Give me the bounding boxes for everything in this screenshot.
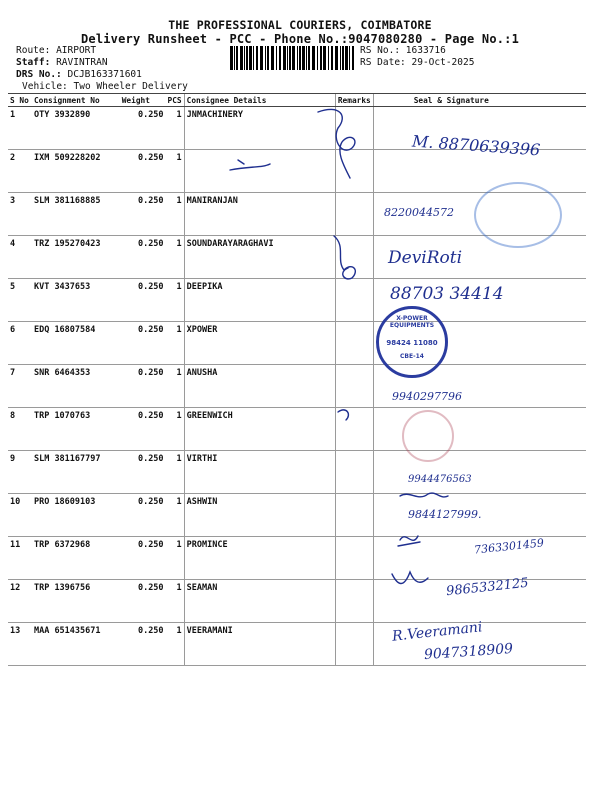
row2-signature-stroke (230, 160, 270, 170)
cell-consignee: DEEPIKA (184, 279, 335, 322)
cell-consignment-no: PRO 18609103 (32, 494, 120, 537)
cell-sno: 5 (8, 279, 32, 322)
cell-pcs: 1 (166, 193, 185, 236)
cell-sno: 1 (8, 107, 32, 150)
cell-pcs: 1 (166, 365, 185, 408)
cell-weight: 0.250 (120, 580, 166, 623)
route-label: Route: (16, 45, 51, 56)
rs-date-label: RS Date: (360, 57, 406, 68)
cell-pcs: 1 (166, 150, 185, 193)
cell-consignment-no: SLM 381167797 (32, 451, 120, 494)
document-title: THE PROFESSIONAL COURIERS, COIMBATORE (168, 18, 432, 32)
cell-weight: 0.250 (120, 365, 166, 408)
cell-consignment-no: MAA 651435671 (32, 623, 120, 666)
row12-handwriting: 9865332125 (445, 575, 530, 600)
cell-consignee: GREENWICH (184, 408, 335, 451)
cell-weight: 0.250 (120, 236, 166, 279)
cell-pcs: 1 (166, 623, 185, 666)
cell-sno: 8 (8, 408, 32, 451)
document-subtitle: Delivery Runsheet - PCC - Phone No.:9047080280 - Page No.:1 (80, 32, 520, 46)
cell-consignee: PROMINCE (184, 537, 335, 580)
row10-signature-stroke (400, 493, 448, 497)
cell-sno: 6 (8, 322, 32, 365)
row2-handwriting: M. 8870639396 (411, 131, 541, 160)
stamp-xpower-name: X-POWER EQUIPMENTS (389, 315, 435, 329)
row7-handwriting: 9940297796 (392, 390, 462, 403)
cell-sno: 11 (8, 537, 32, 580)
col-signature: Seal & Signature (373, 94, 586, 107)
row4-handwriting: DeviRoti (388, 248, 463, 268)
cell-pcs: 1 (166, 494, 185, 537)
row12-signature-stroke (392, 572, 428, 584)
col-consignment: Consignment No (32, 94, 120, 107)
cell-pcs: 1 (166, 451, 185, 494)
row1-signature-stroke (318, 109, 355, 178)
cell-weight: 0.250 (120, 494, 166, 537)
row3-handwriting: 8220044572 (384, 206, 454, 219)
cell-weight: 0.250 (120, 322, 166, 365)
cell-pcs: 1 (166, 322, 185, 365)
row13-handwriting-name: R.Veeramani (391, 619, 484, 645)
cell-consignment-no: TRP 6372968 (32, 537, 120, 580)
col-pcs: PCS (166, 94, 185, 107)
col-consignee: Consignee Details (184, 94, 335, 107)
cell-sno: 4 (8, 236, 32, 279)
stamp-xpower-phone: 98424 11080 (386, 339, 438, 347)
route-value: AIRPORT (56, 45, 97, 56)
cell-pcs: 1 (166, 107, 185, 150)
row9-handwriting: 9944476563 (408, 474, 472, 485)
cell-consignment-no: TRZ 195270423 (32, 236, 120, 279)
staff-value: RAVINTRAN (56, 57, 108, 68)
cell-consignment-no: IXM 509228202 (32, 150, 120, 193)
col-remarks: Remarks (335, 94, 373, 107)
vehicle-value: Two Wheeler Delivery (73, 81, 188, 92)
cell-consignment-no: KVT 3437653 (32, 279, 120, 322)
cell-consignment-no: OTY 3932890 (32, 107, 120, 150)
xpower-seal-stamp (376, 306, 448, 378)
rs-no-value: 1633716 (405, 45, 446, 56)
cell-pcs: 1 (166, 408, 185, 451)
row13-handwriting-phone: 9047318909 (423, 640, 514, 664)
cell-pcs: 1 (166, 580, 185, 623)
cell-consignment-no: TRP 1070763 (32, 408, 120, 451)
cell-sno: 10 (8, 494, 32, 537)
cell-consignment-no: EDQ 16807584 (32, 322, 120, 365)
row11-signature-stroke (398, 536, 420, 546)
cell-sno: 7 (8, 365, 32, 408)
drs-label: DRS No.: (16, 69, 62, 80)
cell-consignee: ASHWIN (184, 494, 335, 537)
cell-consignee: ANUSHA (184, 365, 335, 408)
cell-sno: 3 (8, 193, 32, 236)
cell-sno: 12 (8, 580, 32, 623)
cell-weight: 0.250 (120, 623, 166, 666)
cell-consignee: MANIRANJAN (184, 193, 335, 236)
cell-consignee: SOUNDARAYARAGHAVI (184, 236, 335, 279)
cell-weight: 0.250 (120, 537, 166, 580)
company-seal-stamp (474, 182, 562, 248)
cell-weight: 0.250 (120, 451, 166, 494)
vehicle-label: Vehicle: (22, 81, 68, 92)
row4-signature-stroke (334, 236, 355, 279)
cell-weight: 0.250 (120, 107, 166, 150)
cell-consignment-no: SLM 381168885 (32, 193, 120, 236)
row10-handwriting: 9844127999. (408, 508, 482, 521)
cell-pcs: 1 (166, 236, 185, 279)
cell-consignment-no: TRP 1396756 (32, 580, 120, 623)
cell-weight: 0.250 (120, 150, 166, 193)
cell-consignment-no: SNR 6464353 (32, 365, 120, 408)
row5-handwriting: 88703 34414 (390, 284, 504, 304)
cell-consignee: VEERAMANI (184, 623, 335, 666)
cell-consignee: VIRTHI (184, 451, 335, 494)
greenwich-seal-stamp (402, 410, 454, 462)
col-sno: S No (8, 94, 32, 107)
drs-value: DCJB163371601 (67, 69, 142, 80)
col-weight: Weight (120, 94, 166, 107)
cell-pcs: 1 (166, 279, 185, 322)
stamp-xpower-code: CBE-14 (400, 353, 424, 360)
cell-sno: 2 (8, 150, 32, 193)
staff-label: Staff: (16, 57, 51, 68)
rs-date-value: 29-Oct-2025 (411, 57, 475, 68)
cell-pcs: 1 (166, 537, 185, 580)
row8-signature-stroke (338, 410, 348, 420)
cell-weight: 0.250 (120, 408, 166, 451)
cell-sno: 13 (8, 623, 32, 666)
rs-no-label: RS No.: (360, 45, 401, 56)
row11-handwriting: 7363301459 (473, 536, 545, 557)
cell-sno: 9 (8, 451, 32, 494)
cell-weight: 0.250 (120, 193, 166, 236)
cell-consignee: XPOWER (184, 322, 335, 365)
cell-consignee: SEAMAN (184, 580, 335, 623)
cell-consignee: JNMACHINERY (184, 107, 335, 150)
cell-weight: 0.250 (120, 279, 166, 322)
